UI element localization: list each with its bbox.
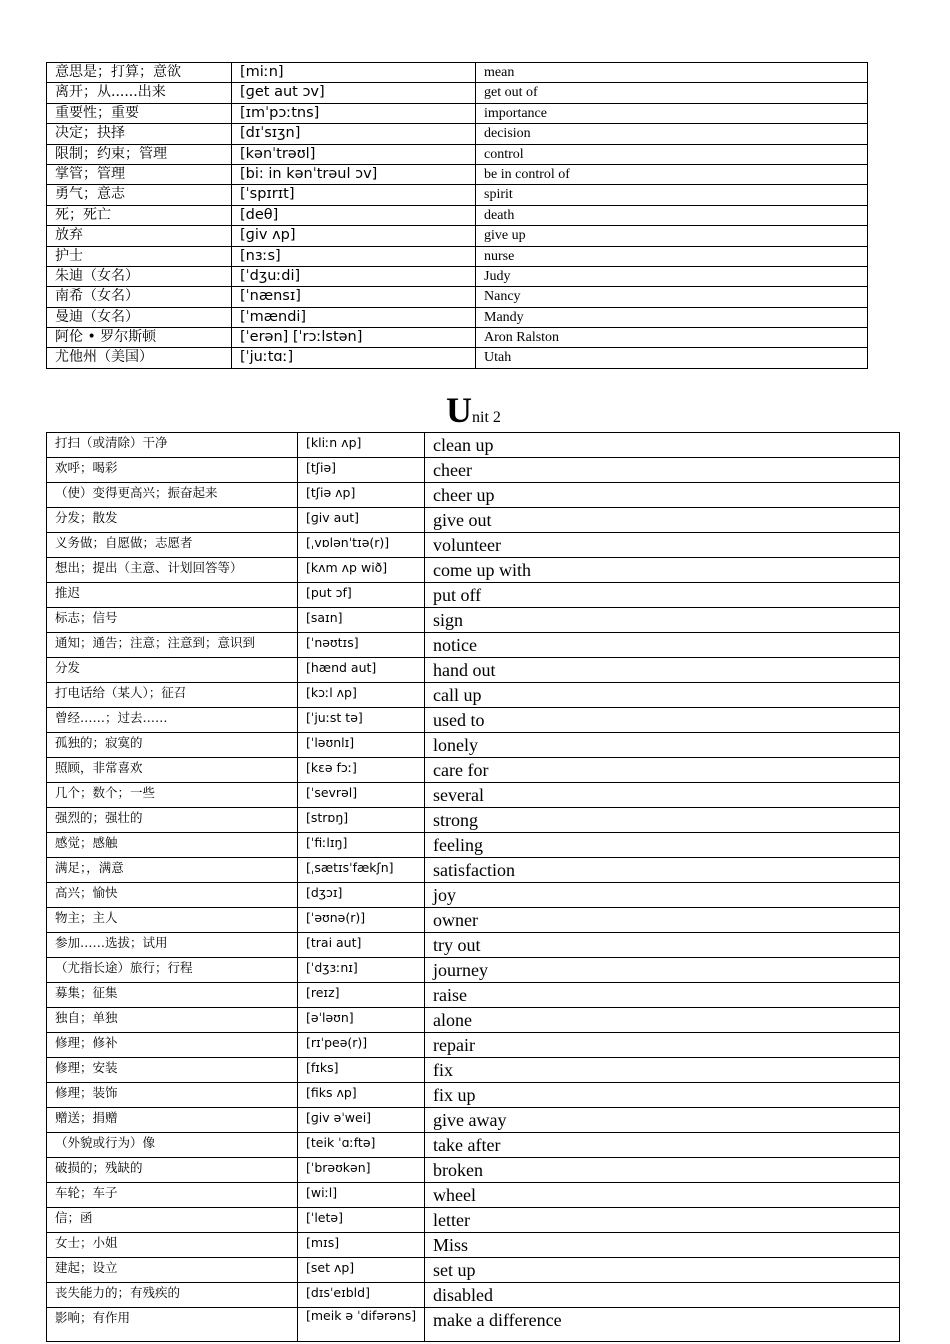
phonetic: [miːn] <box>232 63 476 83</box>
phonetic: [nɜːs] <box>232 246 476 266</box>
vocab-row <box>47 307 868 327</box>
unit-heading <box>446 389 501 431</box>
chinese-meaning: 修理；安装 <box>47 1058 298 1083</box>
vocab-row <box>47 808 900 833</box>
vocab-row <box>47 908 900 933</box>
vocab-row <box>47 1183 900 1208</box>
chinese-meaning: 建起；设立 <box>47 1258 298 1283</box>
chinese-meaning: 丧失能力的；有残疾的 <box>47 1283 298 1308</box>
english-word: spirit <box>476 185 868 205</box>
vocab-row <box>47 983 900 1008</box>
english-word: decision <box>476 124 868 144</box>
phonetic: [ɡiv ʌp] <box>232 226 476 246</box>
vocab-row <box>47 83 868 103</box>
english-word: get out of <box>476 83 868 103</box>
english-word: sign <box>425 608 900 633</box>
english-word: clean up <box>425 433 900 458</box>
vocab-row <box>47 783 900 808</box>
phonetic: [hænd aut] <box>298 658 425 683</box>
english-word: try out <box>425 933 900 958</box>
phonetic: [ˈerən] [ˈrɔːlstən] <box>232 328 476 348</box>
vocab-row <box>47 226 868 246</box>
phonetic: [ˈdʒuːdi] <box>232 266 476 286</box>
vocab-row <box>47 733 900 758</box>
phonetic: [ˈnəʊtɪs] <box>298 633 425 658</box>
chinese-meaning: 勇气；意志 <box>47 185 232 205</box>
phonetic: [trai aut] <box>298 933 425 958</box>
vocab-table-2 <box>46 432 900 1342</box>
chinese-meaning: 分发 <box>47 658 298 683</box>
english-word: raise <box>425 983 900 1008</box>
vocab-row <box>47 433 900 458</box>
phonetic: [dɪˈsɪʒn] <box>232 124 476 144</box>
vocab-row <box>47 558 900 583</box>
chinese-meaning: 满足；，满意 <box>47 858 298 883</box>
chinese-meaning: 影响；有作用 <box>47 1308 298 1342</box>
vocab-row <box>47 328 868 348</box>
phonetic: [ˌsætɪsˈfækʃn] <box>298 858 425 883</box>
phonetic: [ˈdʒɜːnɪ] <box>298 958 425 983</box>
chinese-meaning: 曼迪（女名） <box>47 307 232 327</box>
english-word: strong <box>425 808 900 833</box>
english-word: Aron Ralston <box>476 328 868 348</box>
vocab-row <box>47 833 900 858</box>
chinese-meaning: 推迟 <box>47 583 298 608</box>
english-word: care for <box>425 758 900 783</box>
english-word: volunteer <box>425 533 900 558</box>
vocab-row <box>47 348 868 368</box>
english-word: call up <box>425 683 900 708</box>
phonetic: [fiks ʌp] <box>298 1083 425 1108</box>
chinese-meaning: 分发；散发 <box>47 508 298 533</box>
phonetic: [kɔːl ʌp] <box>298 683 425 708</box>
phonetic: [tʃiə] <box>298 458 425 483</box>
vocab-row <box>47 1033 900 1058</box>
chinese-meaning: 高兴；愉快 <box>47 883 298 908</box>
english-word: set up <box>425 1258 900 1283</box>
vocab-row <box>47 1308 900 1342</box>
vocab-row <box>47 246 868 266</box>
chinese-meaning: 破损的；残缺的 <box>47 1158 298 1183</box>
english-word: several <box>425 783 900 808</box>
phonetic: [kənˈtrəʊl] <box>232 144 476 164</box>
chinese-meaning: 放弃 <box>47 226 232 246</box>
phonetic: [bi: in kənˈtrəul ɔv] <box>232 164 476 184</box>
chinese-meaning: 打扫（或清除）干净 <box>47 433 298 458</box>
vocab-row <box>47 1133 900 1158</box>
chinese-meaning: 南希（女名） <box>47 287 232 307</box>
phonetic: [ˈmændi] <box>232 307 476 327</box>
phonetic: [teik ˈɑːftə] <box>298 1133 425 1158</box>
vocab-row <box>47 858 900 883</box>
english-word: Miss <box>425 1233 900 1258</box>
chinese-meaning: 死；死亡 <box>47 205 232 225</box>
vocab-row <box>47 633 900 658</box>
phonetic: [ɡiv əˈwei] <box>298 1108 425 1133</box>
english-word: be in control of <box>476 164 868 184</box>
phonetic: [ˈnænsɪ] <box>232 287 476 307</box>
chinese-meaning: 限制；约束；管理 <box>47 144 232 164</box>
phonetic: [kliːn ʌp] <box>298 433 425 458</box>
vocab-row <box>47 458 900 483</box>
chinese-meaning: 修理；装饰 <box>47 1083 298 1108</box>
vocab-row <box>47 1233 900 1258</box>
english-word: Nancy <box>476 287 868 307</box>
phonetic: [ˈəʊnə(r)] <box>298 908 425 933</box>
phonetic: [dɪsˈeɪbld] <box>298 1283 425 1308</box>
phonetic: [ˈspɪrɪt] <box>232 185 476 205</box>
vocab-row <box>47 63 868 83</box>
phonetic: [deθ] <box>232 205 476 225</box>
vocab-row <box>47 1158 900 1183</box>
phonetic: [əˈləʊn] <box>298 1008 425 1033</box>
english-word: mean <box>476 63 868 83</box>
english-word: control <box>476 144 868 164</box>
phonetic: [rɪˈpeə(r)] <box>298 1033 425 1058</box>
vocab-row <box>47 483 900 508</box>
chinese-meaning: 通知；通告；注意；注意到；意识到 <box>47 633 298 658</box>
phonetic: [kɛə fɔː] <box>298 758 425 783</box>
chinese-meaning: （尤指长途）旅行；行程 <box>47 958 298 983</box>
chinese-meaning: 朱迪（女名） <box>47 266 232 286</box>
english-word: notice <box>425 633 900 658</box>
chinese-meaning: 赠送；捐赠 <box>47 1108 298 1133</box>
phonetic: [ˈletə] <box>298 1208 425 1233</box>
vocab-table-1 <box>46 62 868 369</box>
chinese-meaning: 标志；信号 <box>47 608 298 633</box>
english-word: death <box>476 205 868 225</box>
chinese-meaning: 独自；单独 <box>47 1008 298 1033</box>
phonetic: [ˈjuːtɑː] <box>232 348 476 368</box>
english-word: put off <box>425 583 900 608</box>
chinese-meaning: 女士；小姐 <box>47 1233 298 1258</box>
vocab-row <box>47 1283 900 1308</box>
vocab-row <box>47 1008 900 1033</box>
phonetic: [tʃiə ʌp] <box>298 483 425 508</box>
english-word: Mandy <box>476 307 868 327</box>
chinese-meaning: 参加……选拔；试用 <box>47 933 298 958</box>
vocab-row <box>47 124 868 144</box>
english-word: give out <box>425 508 900 533</box>
english-word: joy <box>425 883 900 908</box>
chinese-meaning: 掌管；管理 <box>47 164 232 184</box>
english-word: nurse <box>476 246 868 266</box>
english-word: satisfaction <box>425 858 900 883</box>
phonetic: [ˈsevrəl] <box>298 783 425 808</box>
english-word: cheer up <box>425 483 900 508</box>
chinese-meaning: 重要性；重要 <box>47 103 232 123</box>
english-word: used to <box>425 708 900 733</box>
chinese-meaning: 义务做；自愿做；志愿者 <box>47 533 298 558</box>
chinese-meaning: （外貌或行为）像 <box>47 1133 298 1158</box>
phonetic: [dʒɔɪ] <box>298 883 425 908</box>
english-word: give up <box>476 226 868 246</box>
chinese-meaning: 曾经……；过去…… <box>47 708 298 733</box>
chinese-meaning: 照顾，非常喜欢 <box>47 758 298 783</box>
chinese-meaning: 想出；提出（主意、计划回答等） <box>47 558 298 583</box>
vocab-row <box>47 883 900 908</box>
english-word: broken <box>425 1158 900 1183</box>
vocab-row <box>47 103 868 123</box>
unit-heading-initial: U <box>446 390 472 430</box>
english-word: letter <box>425 1208 900 1233</box>
vocab-row <box>47 1208 900 1233</box>
chinese-meaning: 感觉；感触 <box>47 833 298 858</box>
vocab-row <box>47 185 868 205</box>
english-word: fix up <box>425 1083 900 1108</box>
vocab-row <box>47 583 900 608</box>
english-word: cheer <box>425 458 900 483</box>
english-word: owner <box>425 908 900 933</box>
english-word: Utah <box>476 348 868 368</box>
chinese-meaning: 几个；数个；一些 <box>47 783 298 808</box>
chinese-meaning: 阿伦 • 罗尔斯顿 <box>47 328 232 348</box>
unit-heading-rest: nit 2 <box>472 409 501 426</box>
vocab-row <box>47 266 868 286</box>
vocab-row <box>47 144 868 164</box>
chinese-meaning: （使）变得更高兴；振奋起来 <box>47 483 298 508</box>
chinese-meaning: 意思是；打算；意欲 <box>47 63 232 83</box>
phonetic: [wiːl] <box>298 1183 425 1208</box>
phonetic: [ɡet aut ɔv] <box>232 83 476 103</box>
english-word: take after <box>425 1133 900 1158</box>
english-word: hand out <box>425 658 900 683</box>
english-word: importance <box>476 103 868 123</box>
chinese-meaning: 物主；主人 <box>47 908 298 933</box>
english-word: come up with <box>425 558 900 583</box>
english-word: journey <box>425 958 900 983</box>
phonetic: [ˈləʊnlɪ] <box>298 733 425 758</box>
english-word: repair <box>425 1033 900 1058</box>
chinese-meaning: 欢呼；喝彩 <box>47 458 298 483</box>
vocab-row <box>47 608 900 633</box>
vocab-row <box>47 287 868 307</box>
english-word: alone <box>425 1008 900 1033</box>
vocab-row <box>47 958 900 983</box>
phonetic: [ˈjuːst tə] <box>298 708 425 733</box>
chinese-meaning: 离开；从......出来 <box>47 83 232 103</box>
chinese-meaning: 强烈的；强壮的 <box>47 808 298 833</box>
phonetic: [ɪmˈpɔːtns] <box>232 103 476 123</box>
chinese-meaning: 募集；征集 <box>47 983 298 1008</box>
vocab-row <box>47 1258 900 1283</box>
vocab-row <box>47 205 868 225</box>
phonetic: [meik ə ˈdifərəns] <box>298 1308 425 1342</box>
chinese-meaning: 车轮；车子 <box>47 1183 298 1208</box>
phonetic: [set ʌp] <box>298 1258 425 1283</box>
english-word: lonely <box>425 733 900 758</box>
english-word: make a difference <box>425 1308 900 1342</box>
vocab-row <box>47 1083 900 1108</box>
phonetic: [ɡiv aut] <box>298 508 425 533</box>
phonetic: [reɪz] <box>298 983 425 1008</box>
chinese-meaning: 打电话给（某人）；征召 <box>47 683 298 708</box>
phonetic: [ˈbrəʊkən] <box>298 1158 425 1183</box>
vocab-row <box>47 658 900 683</box>
english-word: give away <box>425 1108 900 1133</box>
phonetic: [fɪks] <box>298 1058 425 1083</box>
phonetic: [ˈfiːlɪŋ] <box>298 833 425 858</box>
english-word: Judy <box>476 266 868 286</box>
vocab-row <box>47 683 900 708</box>
english-word: disabled <box>425 1283 900 1308</box>
chinese-meaning: 信；函 <box>47 1208 298 1233</box>
vocab-row <box>47 1058 900 1083</box>
vocab-row <box>47 933 900 958</box>
phonetic: [saɪn] <box>298 608 425 633</box>
phonetic: [ˌvɒlənˈtɪə(r)] <box>298 533 425 558</box>
chinese-meaning: 孤独的；寂寞的 <box>47 733 298 758</box>
vocab-row <box>47 708 900 733</box>
chinese-meaning: 修理；修补 <box>47 1033 298 1058</box>
english-word: feeling <box>425 833 900 858</box>
vocab-row <box>47 758 900 783</box>
phonetic: [kʌm ʌp wið] <box>298 558 425 583</box>
vocab-row <box>47 1108 900 1133</box>
vocab-row <box>47 164 868 184</box>
vocab-row <box>47 508 900 533</box>
chinese-meaning: 决定；抉择 <box>47 124 232 144</box>
phonetic: [put ɔf] <box>298 583 425 608</box>
chinese-meaning: 护士 <box>47 246 232 266</box>
english-word: wheel <box>425 1183 900 1208</box>
vocab-row <box>47 533 900 558</box>
english-word: fix <box>425 1058 900 1083</box>
phonetic: [strɒŋ] <box>298 808 425 833</box>
chinese-meaning: 尤他州（美国） <box>47 348 232 368</box>
phonetic: [mɪs] <box>298 1233 425 1258</box>
